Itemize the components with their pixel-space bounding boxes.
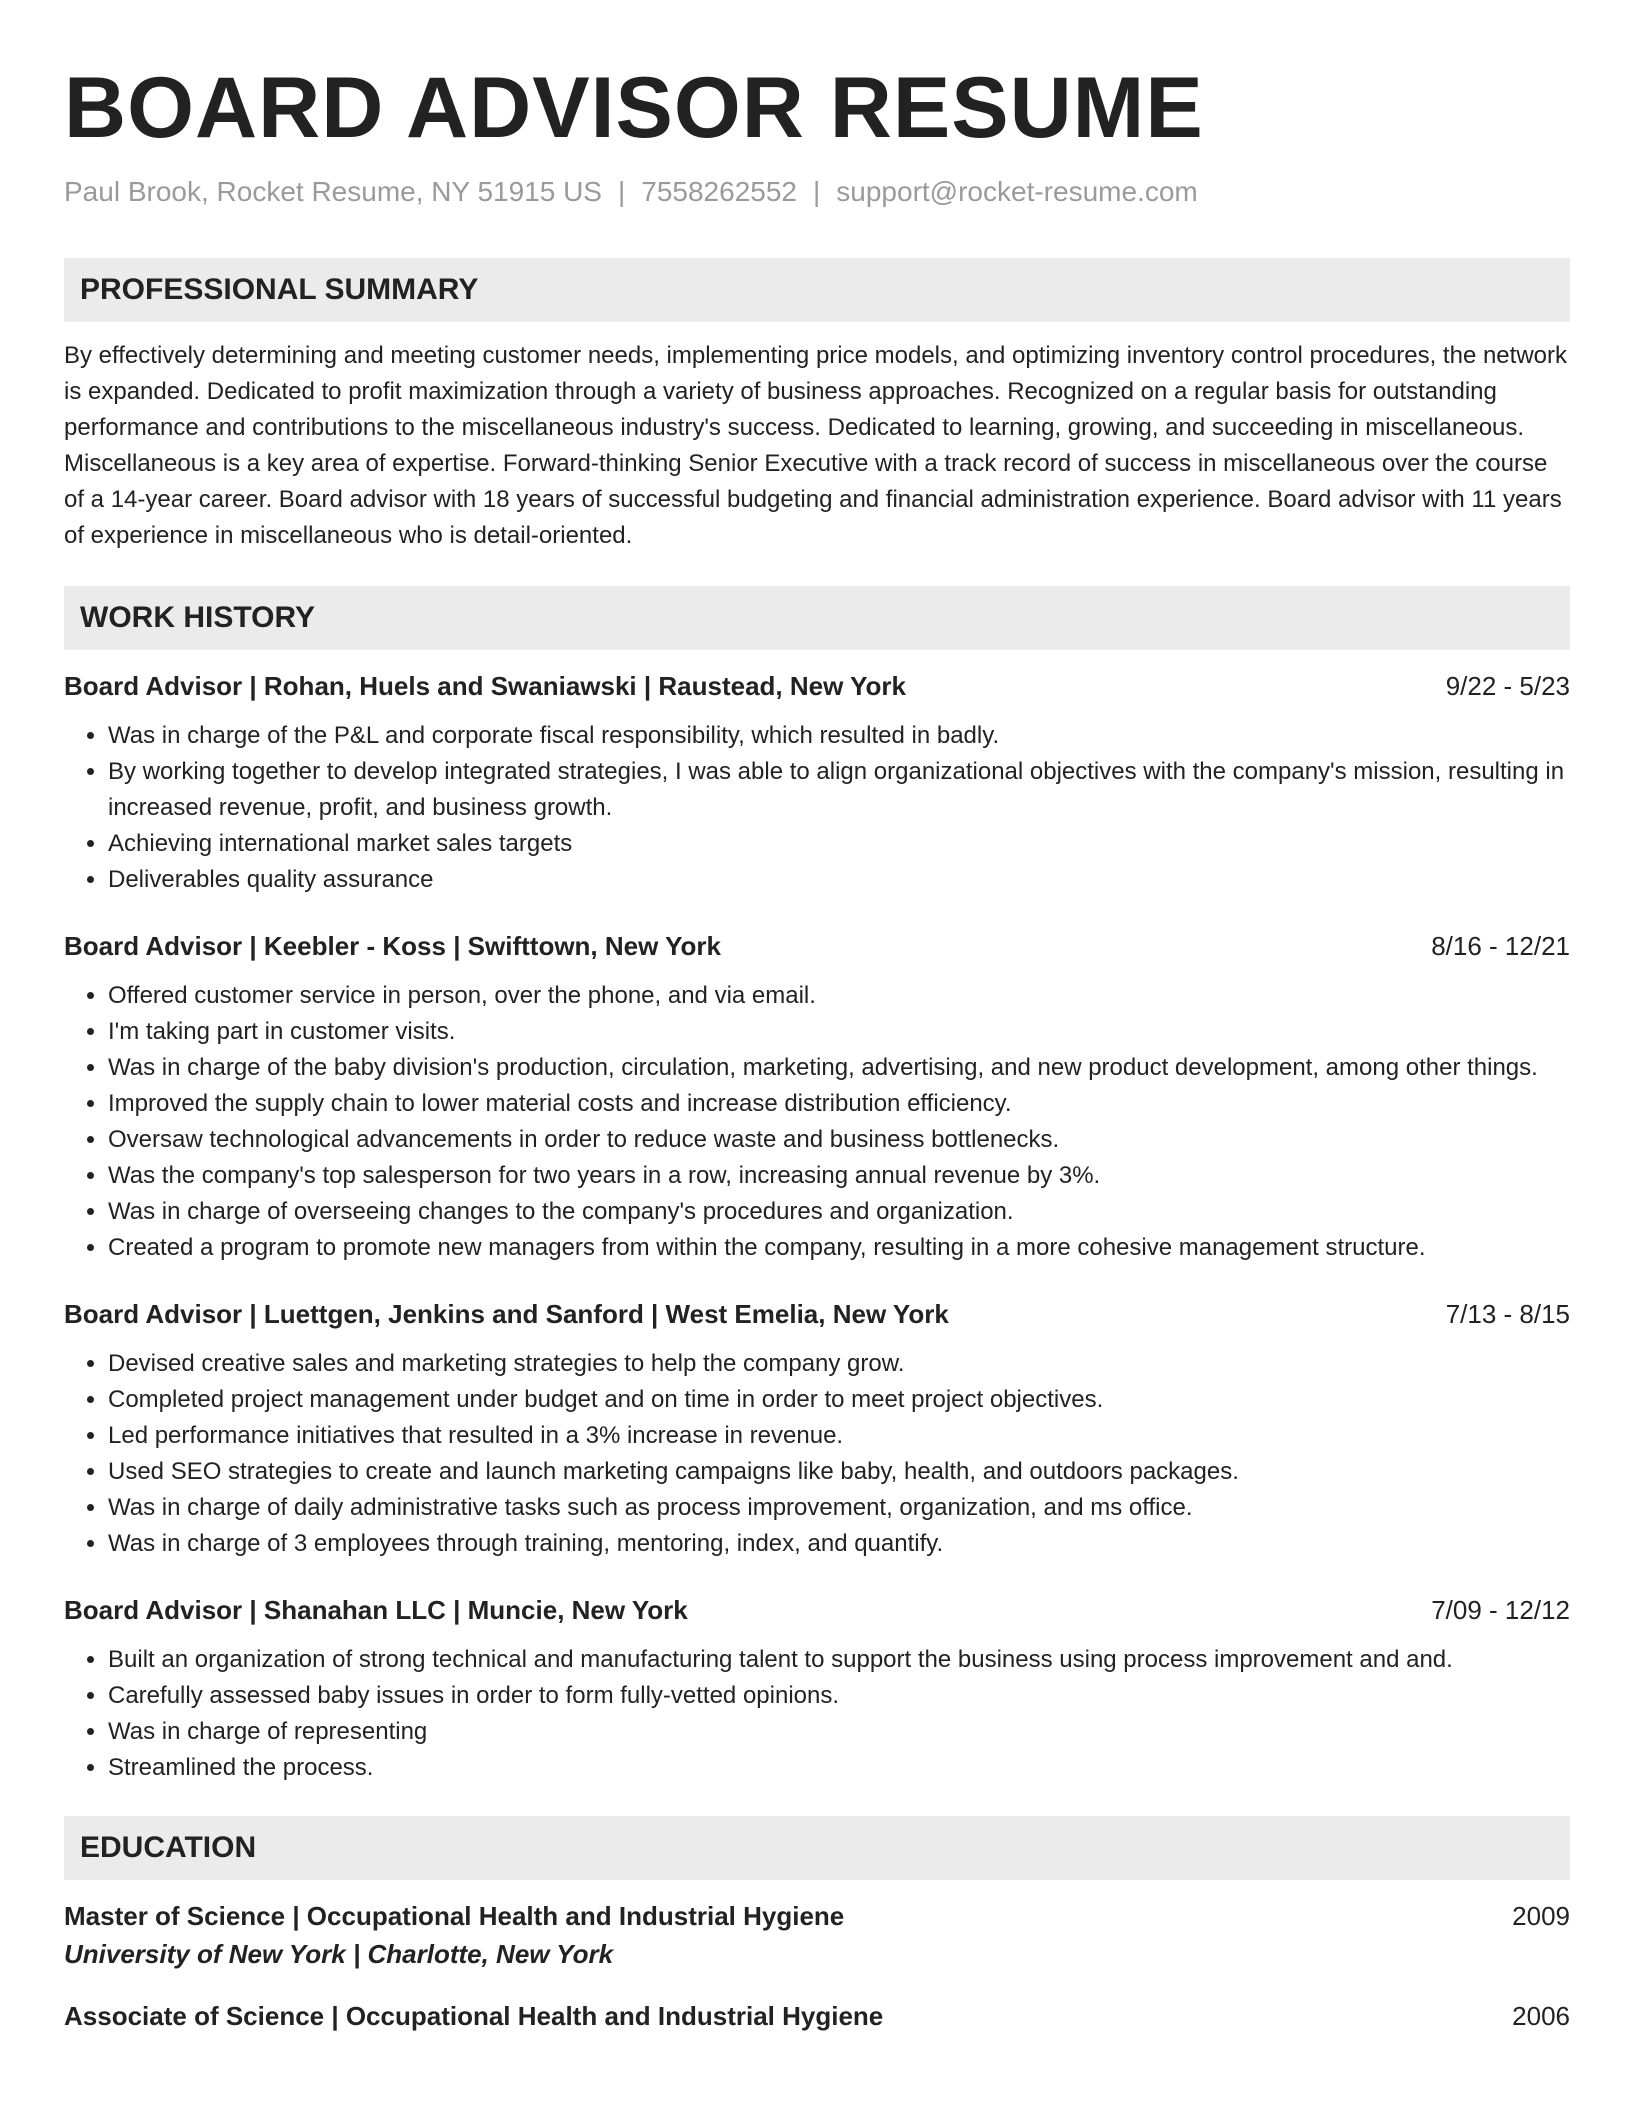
section-heading-summary: PROFESSIONAL SUMMARY (64, 258, 1570, 322)
job-bullet: • Improved the supply chain to lower material costs and increase distribution efficiency. (108, 1086, 1570, 1122)
contact-separator: | (813, 176, 821, 207)
job-bullet: • Was the company's top salesperson for two years in a row, increasing annual revenue by 3%. (108, 1158, 1570, 1194)
education-year: 2006 (1512, 2001, 1570, 2031)
job-dates: 8/16 - 12/21 (1431, 931, 1570, 961)
job-bullet: • Was in charge of overseeing changes to the company's procedures and organization. (108, 1194, 1570, 1230)
job-bullet: • Was in charge of 3 employees through training, mentoring, index, and quantify. (108, 1526, 1570, 1562)
job-entry (64, 1296, 1570, 1562)
education-school: University of New York | Charlotte, New York (64, 1939, 614, 1969)
job-dates: 7/09 - 12/12 (1431, 1595, 1570, 1625)
resume-title: BOARD ADVISOR RESUME (64, 60, 1204, 156)
job-bullet: • Was in charge of representing (108, 1714, 1570, 1750)
education-entry (64, 1998, 1570, 2034)
job-dates: 9/22 - 5/23 (1445, 671, 1570, 701)
job-bullet: • Led performance initiatives that resulted in a 3% increase in revenue. (108, 1418, 1570, 1454)
job-header (64, 1592, 1570, 1628)
job-header (64, 928, 1570, 964)
job-title: Board Advisor | Rohan, Huels and Swaniawski | Raustead, New York (64, 671, 906, 701)
education-list (64, 1898, 1570, 2034)
job-bullet: • Used SEO strategies to create and launch marketing campaigns like baby, health, and outdoors packages. (108, 1454, 1570, 1490)
job-bullet: • Was in charge of the P&L and corporate fiscal responsibility, which resulted in badly. (108, 718, 1570, 754)
job-bullet-list (64, 1642, 1570, 1786)
work-history-list (64, 668, 1570, 1786)
job-entry (64, 928, 1570, 1266)
education-degree: Associate of Science | Occupational Health and Industrial Hygiene (64, 2001, 884, 2031)
job-entry (64, 1592, 1570, 1786)
job-title: Board Advisor | Shanahan LLC | Muncie, New York (64, 1595, 688, 1625)
job-bullet: • Offered customer service in person, over the phone, and via email. (108, 978, 1570, 1014)
job-title: Board Advisor | Luettgen, Jenkins and Sanford | West Emelia, New York (64, 1299, 949, 1329)
contact-address: Paul Brook, Rocket Resume, NY 51915 US (64, 176, 602, 207)
education-year: 2009 (1512, 1901, 1570, 1931)
job-bullet: • Built an organization of strong technical and manufacturing talent to support the business using process improvement and and. (108, 1642, 1570, 1678)
job-bullet-list (64, 1346, 1570, 1562)
job-dates: 7/13 - 8/15 (1445, 1299, 1570, 1329)
education-entry (64, 1898, 1570, 1974)
section-heading-work-history: WORK HISTORY (64, 586, 1570, 650)
job-bullet: • Was in charge of the baby division's production, circulation, marketing, advertising, and new product development, among other things. (108, 1050, 1570, 1086)
job-bullet: • Carefully assessed baby issues in order to form fully-vetted opinions. (108, 1678, 1570, 1714)
contact-line (64, 172, 1570, 212)
job-header (64, 1296, 1570, 1332)
job-bullet: • Was in charge of daily administrative tasks such as process improvement, organization, and ms office. (108, 1490, 1570, 1526)
job-bullet: • Oversaw technological advancements in order to reduce waste and business bottlenecks. (108, 1122, 1570, 1158)
job-bullet: • Completed project management under budget and on time in order to meet project objectives. (108, 1382, 1570, 1418)
contact-email: support@rocket-resume.com (836, 176, 1198, 207)
job-title: Board Advisor | Keebler - Koss | Swifttown, New York (64, 931, 721, 961)
summary-text: By effectively determining and meeting customer needs, implementing price models, and optimizing inventory control procedures, the network is expanded. Dedicated to profit maximization through a variety of business approaches. Recognized on a regular basis for outstanding performance and contributions to the miscellaneous industry's success. Dedicated to learning, growing, and succeeding in miscellaneous. Miscellaneous is a key area of expertise. Forward-thinking Senior Executive with a track record of success in miscellaneous over the course of a 14-year career. Board advisor with 18 years of successful budgeting and financial administration experience. Board advisor with 11 years of experience in miscellaneous who is detail-oriented. (64, 342, 1567, 549)
job-header (64, 668, 1570, 704)
job-entry (64, 668, 1570, 898)
education-header (64, 1898, 1570, 1934)
job-bullet-list (64, 718, 1570, 898)
job-bullet: • Devised creative sales and marketing strategies to help the company grow. (108, 1346, 1570, 1382)
job-bullet: • Created a program to promote new managers from within the company, resulting in a more cohesive management structure. (108, 1230, 1570, 1266)
job-bullet: • By working together to develop integrated strategies, I was able to align organizational objectives with the company's mission, resulting in increased revenue, profit, and business growth. (108, 754, 1570, 826)
job-bullet: • Deliverables quality assurance (108, 862, 1570, 898)
resume-page (64, 0, 1570, 2034)
job-bullet: • I'm taking part in customer visits. (108, 1014, 1570, 1050)
contact-phone: 7558262552 (641, 176, 797, 207)
job-bullet-list (64, 978, 1570, 1266)
section-heading-education: EDUCATION (64, 1816, 1570, 1880)
contact-separator: | (617, 176, 626, 207)
job-bullet: • Streamlined the process. (108, 1750, 1570, 1786)
education-header (64, 1998, 1570, 2034)
education-degree: Master of Science | Occupational Health and Industrial Hygiene (64, 1901, 845, 1931)
job-bullet: • Achieving international market sales targets (108, 826, 1570, 862)
